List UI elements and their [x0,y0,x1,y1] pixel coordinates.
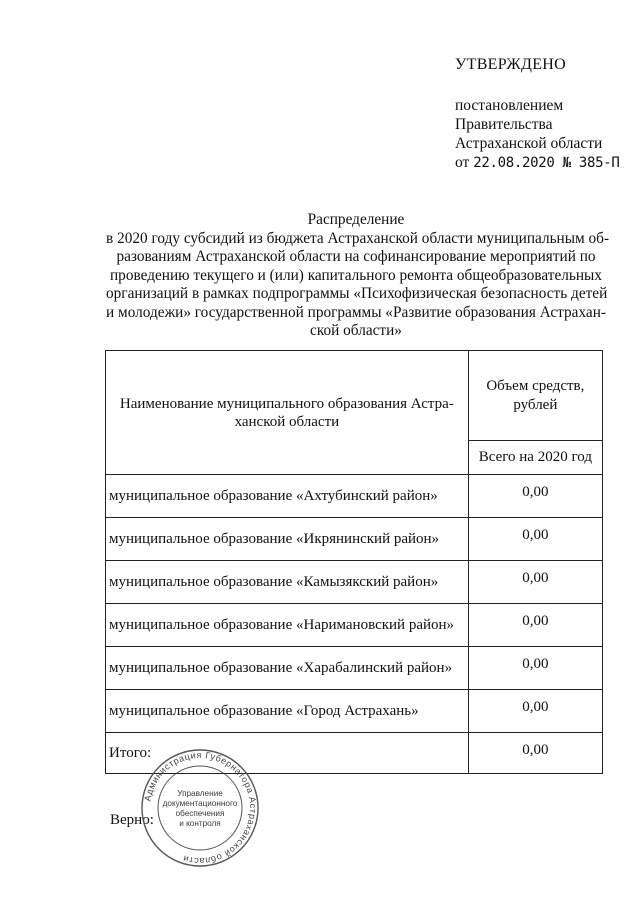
approval-heading: УТВЕРЖДЕНО [455,56,567,73]
row-value-astrakhan-city: 0,00 [468,690,602,733]
title-line-5: организаций в рамках подпрограммы «Психофизическая безопасность детей [106,285,608,302]
header-volume [468,351,602,441]
table-row [106,561,603,604]
certification-label: Верно: [110,812,154,828]
table-row [106,690,603,733]
row-name-akhtubinsky: муниципальное образование «Ахтубинский район» [106,475,469,518]
total-label: Итого: [106,733,469,774]
title-line-4: проведению текущего и (или) капитального ремонта общеобразовательных [110,266,602,284]
stamp-inner-ring [158,766,242,850]
stamp-ring-text [142,750,258,866]
header-volume-line-2: рублей [513,396,558,413]
stamp-line-1: Управление [177,789,223,798]
header-volume-line-1: Объем средств, [486,377,585,394]
official-stamp [140,748,260,868]
table-header-row [106,351,603,441]
stamp-line-2: документационного [162,799,238,808]
row-name-kharabalinsky: муниципальное образование «Харабалинский район» [106,647,469,690]
row-value-ikryaninsky: 0,00 [468,518,602,561]
row-name-narimanovsky: муниципальное образование «Наримановский район» [106,604,469,647]
approval-date-prefix: от [455,154,470,171]
title-line-6: и молодежи» государственной программы «Развитие образования Астрахан- [106,303,606,321]
table-row [106,475,603,518]
title-line-2: в 2020 году субсидий из бюджета Астраханской области муниципальным об- [106,229,610,247]
stamp-line-4: и контроля [179,819,221,828]
table-row [106,647,603,690]
stamp-ring-textpath: Администрация Губернатора Астраханской области [142,749,259,867]
row-value-kharabalinsky: 0,00 [468,647,602,690]
approval-date-value: 22.08.2020 № 385-П [473,155,620,171]
total-value: 0,00 [468,733,602,774]
approval-line-3: Астраханской области [455,135,603,152]
stamp-line-3: обеспечения [175,809,225,818]
row-name-astrakhan-city: муниципальное образование «Город Астрахань» [106,690,469,733]
document-title [106,211,610,341]
header-municipality-line-1: Наименование муниципального образования Астра- [119,395,454,412]
table-row [106,604,603,647]
stamp-center-text [163,789,238,828]
header-total-year: Всего на 2020 год [468,441,602,475]
table-row [106,518,603,561]
approval-block [455,55,620,173]
row-name-kamyzyaksky: муниципальное образование «Камызякский район» [106,561,469,604]
row-value-kamyzyaksky: 0,00 [468,561,602,604]
title-line-3: разованиям Астраханской области на софинансирование мероприятий по [116,248,596,265]
approval-date-line [455,153,620,173]
distribution-table [105,350,603,774]
approval-line-1: постановлением [455,97,564,114]
title-line-1: Распределение [307,211,405,228]
header-municipality-line-2: ханской области [234,413,340,430]
header-municipality [106,351,469,475]
row-value-akhtubinsky: 0,00 [468,475,602,518]
row-name-ikryaninsky: муниципальное образование «Икрянинский район» [106,518,469,561]
approval-line-2: Правительства [455,116,553,133]
row-value-narimanovsky: 0,00 [468,604,602,647]
title-line-7: ской области» [310,322,402,339]
